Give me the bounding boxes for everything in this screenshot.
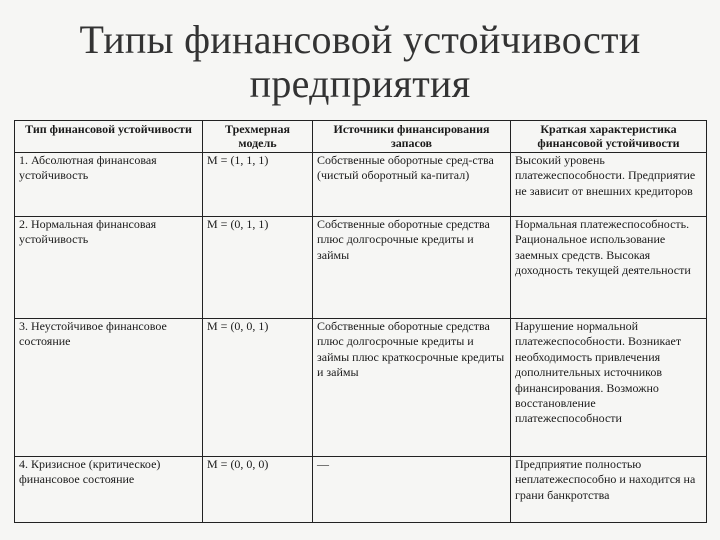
- cell-model: M = (0, 1, 1): [203, 217, 313, 319]
- table-body: [15, 153, 707, 523]
- cell-type: 2. Нормальная финансовая устойчивость: [15, 217, 203, 319]
- column-header-model: Трехмерная модель: [203, 121, 313, 153]
- cell-sources: Собственные оборотные средства плюс долгосрочные кредиты и займы плюс краткосрочные кредиты и займы: [313, 319, 511, 457]
- cell-sources: Собственные оборотные средства плюс долгосрочные кредиты и займы: [313, 217, 511, 319]
- cell-characteristic: Нарушение нормальной платежеспособности. Возникает необходимость привлечения дополнительных источников финансирования. Возможно восстановление платежеспособности: [511, 319, 707, 457]
- cell-model: M = (0, 0, 0): [203, 457, 313, 523]
- cell-characteristic: Предприятие полностью неплатежеспособно и находится на грани банкротства: [511, 457, 707, 523]
- cell-sources: Собственные оборотные сред-ства (чистый оборотный ка-питал): [313, 153, 511, 217]
- cell-model: M = (0, 0, 1): [203, 319, 313, 457]
- cell-type: 3. Неустойчивое финансовое состояние: [15, 319, 203, 457]
- cell-sources: —: [313, 457, 511, 523]
- page-title: [0, 18, 720, 106]
- page-title-line-1: Типы финансовой устойчивости: [79, 17, 641, 62]
- table-header-row: [15, 121, 707, 153]
- cell-characteristic: Высокий уровень платежеспособности. Предприятие не зависит от внешних кредиторов: [511, 153, 707, 217]
- table-row: [15, 153, 707, 217]
- cell-model: M = (1, 1, 1): [203, 153, 313, 217]
- table-row: [15, 217, 707, 319]
- column-header-type: Тип финансовой устойчивости: [15, 121, 203, 153]
- table-row: [15, 457, 707, 523]
- financial-stability-table: [14, 120, 707, 523]
- cell-type: 1. Абсолютная финансовая устойчивость: [15, 153, 203, 217]
- column-header-sources: Источники финансирования запасов: [313, 121, 511, 153]
- column-header-characteristic: Краткая характеристика финансовой устойчивости: [511, 121, 707, 153]
- table-header: [15, 121, 707, 153]
- cell-type: 4. Кризисное (критическое) финансовое состояние: [15, 457, 203, 523]
- cell-characteristic: Нормальная платежеспособность. Рациональное использование заемных средств. Высокая доходность текущей деятельности: [511, 217, 707, 319]
- page-title-line-2: предприятия: [249, 61, 471, 106]
- table-row: [15, 319, 707, 457]
